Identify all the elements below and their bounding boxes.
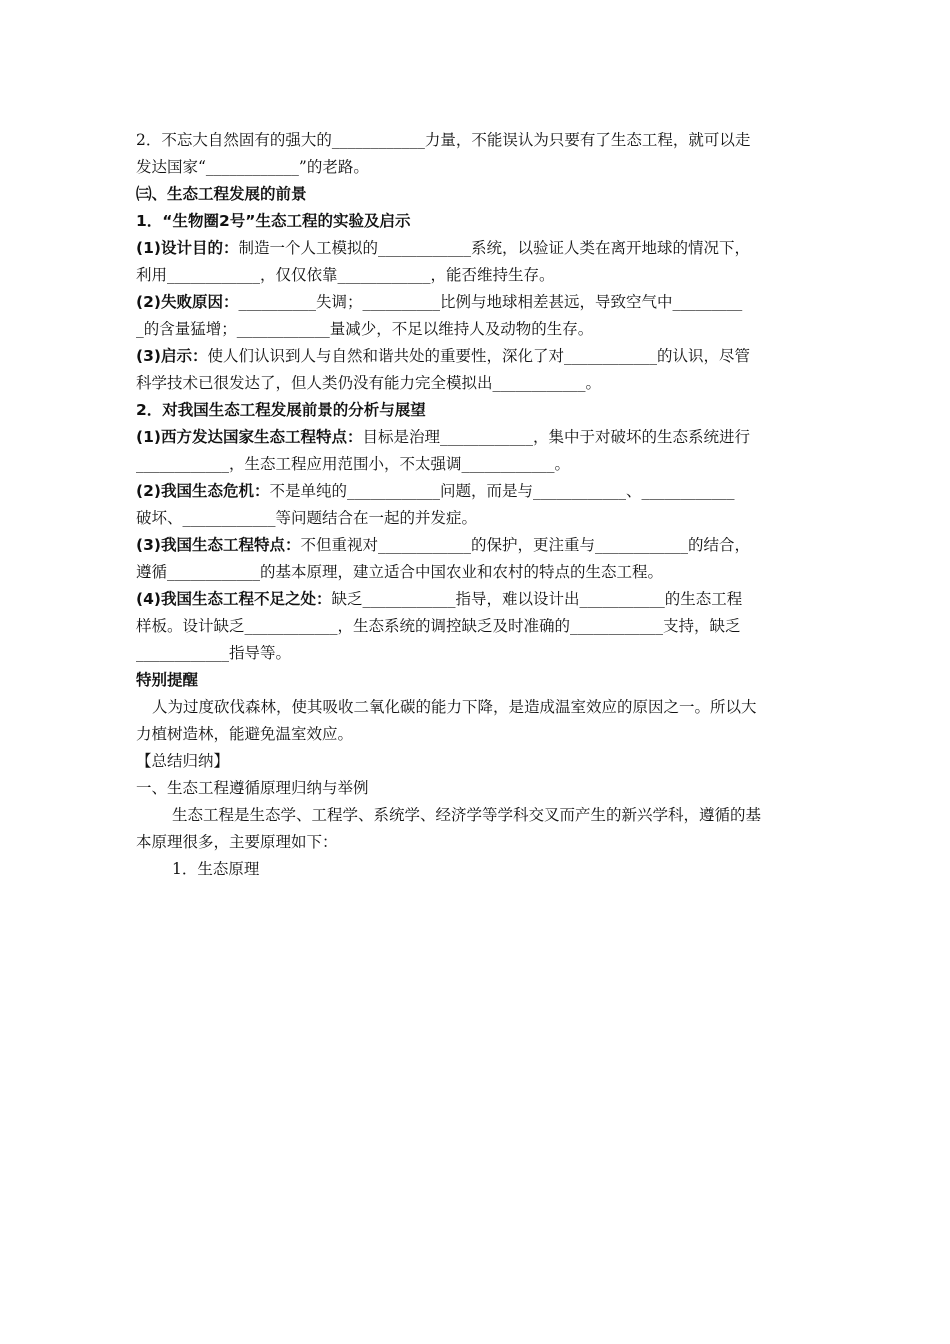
line-text: 样板。设计缺乏____________，生态系统的调控缺乏及时准确的____________支持，缺乏 [136, 617, 741, 635]
section-heading [136, 208, 816, 235]
text-line [136, 802, 816, 829]
line-text: 不但重视对____________的保护，更注重与____________的结合， [300, 536, 750, 554]
text-line [136, 451, 816, 478]
line-text: _的含量猛增；____________量减少，不足以维持人及动物的生存。 [136, 320, 594, 338]
line-text: 本原理很多，主要原理如下： [136, 833, 338, 851]
bold-label: (3)启示： [136, 347, 208, 365]
line-text: 利用____________，仅仅依靠____________，能否维持生存。 [136, 266, 555, 284]
text-line [136, 586, 816, 613]
bold-label: (4)我国生态工程不足之处： [136, 590, 332, 608]
text-line [136, 424, 816, 451]
line-text: 一、生态工程遵循原理归纳与举例 [136, 779, 369, 797]
line-text: 目标是治理____________，集中于对破坏的生态系统进行 [362, 428, 750, 446]
text-line [136, 343, 816, 370]
text-line [136, 532, 816, 559]
line-text: 人为过度砍伐森林，使其吸收二氧化碳的能力下降，是造成温室效应的原因之一。所以大 [152, 698, 757, 716]
bold-label: (2)我国生态危机： [136, 482, 270, 500]
text-line [136, 721, 816, 748]
text-line [136, 154, 816, 181]
line-text: __________失调；__________比例与地球相差甚远，导致空气中_________ [238, 293, 743, 311]
text-line [136, 775, 816, 802]
text-line [136, 316, 816, 343]
line-text: 科学技术已很发达了，但人类仍没有能力完全模拟出____________。 [136, 374, 602, 392]
text-line [136, 613, 816, 640]
line-text: 2．不忘大自然固有的强大的____________力量，不能误认为只要有了生态工程，就可以走 [136, 131, 751, 149]
line-text: 力植树造林，能避免温室效应。 [136, 725, 354, 743]
text-line [136, 748, 816, 775]
line-text: 生态工程是生态学、工程学、系统学、经济学等学科交叉而产生的新兴学科，遵循的基 [172, 806, 762, 824]
section-heading [136, 397, 816, 424]
bold-label: 特别提醒 [136, 671, 199, 689]
text-line [136, 235, 816, 262]
bold-label: ㈢、生态工程发展的前景 [136, 185, 307, 203]
section-heading [136, 181, 816, 208]
text-line [136, 289, 816, 316]
bold-label: 2．对我国生态工程发展前景的分析与展望 [136, 401, 426, 419]
text-line [136, 640, 816, 667]
line-text: 发达国家“____________”的老路。 [136, 158, 369, 176]
bold-label: (2)失败原因： [136, 293, 239, 311]
bold-label: 1．“生物圈2号”生态工程的实验及启示 [136, 212, 411, 230]
bold-label: (3)我国生态工程特点： [136, 536, 301, 554]
bold-label: (1)西方发达国家生态工程特点： [136, 428, 363, 446]
text-line [136, 370, 816, 397]
line-text: 缺乏____________指导，难以设计出___________的生态工程 [331, 590, 743, 608]
text-line [136, 262, 816, 289]
line-text: 【总结归纳】 [136, 752, 230, 770]
text-line [136, 559, 816, 586]
line-text: ____________指导等。 [136, 644, 292, 662]
line-text: ____________，生态工程应用范围小，不太强调____________。 [136, 455, 571, 473]
text-line [136, 505, 816, 532]
text-line [136, 478, 816, 505]
text-line [136, 829, 816, 856]
line-text: 制造一个人工模拟的____________系统，以验证人类在离开地球的情况下， [238, 239, 750, 257]
bold-label: (1)设计目的： [136, 239, 239, 257]
line-text: 破坏、____________等问题结合在一起的并发症。 [136, 509, 478, 527]
document-body [136, 127, 816, 883]
text-line [136, 694, 816, 721]
text-line [136, 127, 816, 154]
line-text: 1．生态原理 [172, 860, 260, 878]
line-text: 不是单纯的____________问题，而是与____________、____________ [269, 482, 735, 500]
line-text: 使人们认识到人与自然和谐共处的重要性，深化了对____________的认识，尽管 [207, 347, 750, 365]
line-text: 遵循____________的基本原理，建立适合中国农业和农村的特点的生态工程。 [136, 563, 664, 581]
section-heading [136, 667, 816, 694]
text-line [136, 856, 816, 883]
